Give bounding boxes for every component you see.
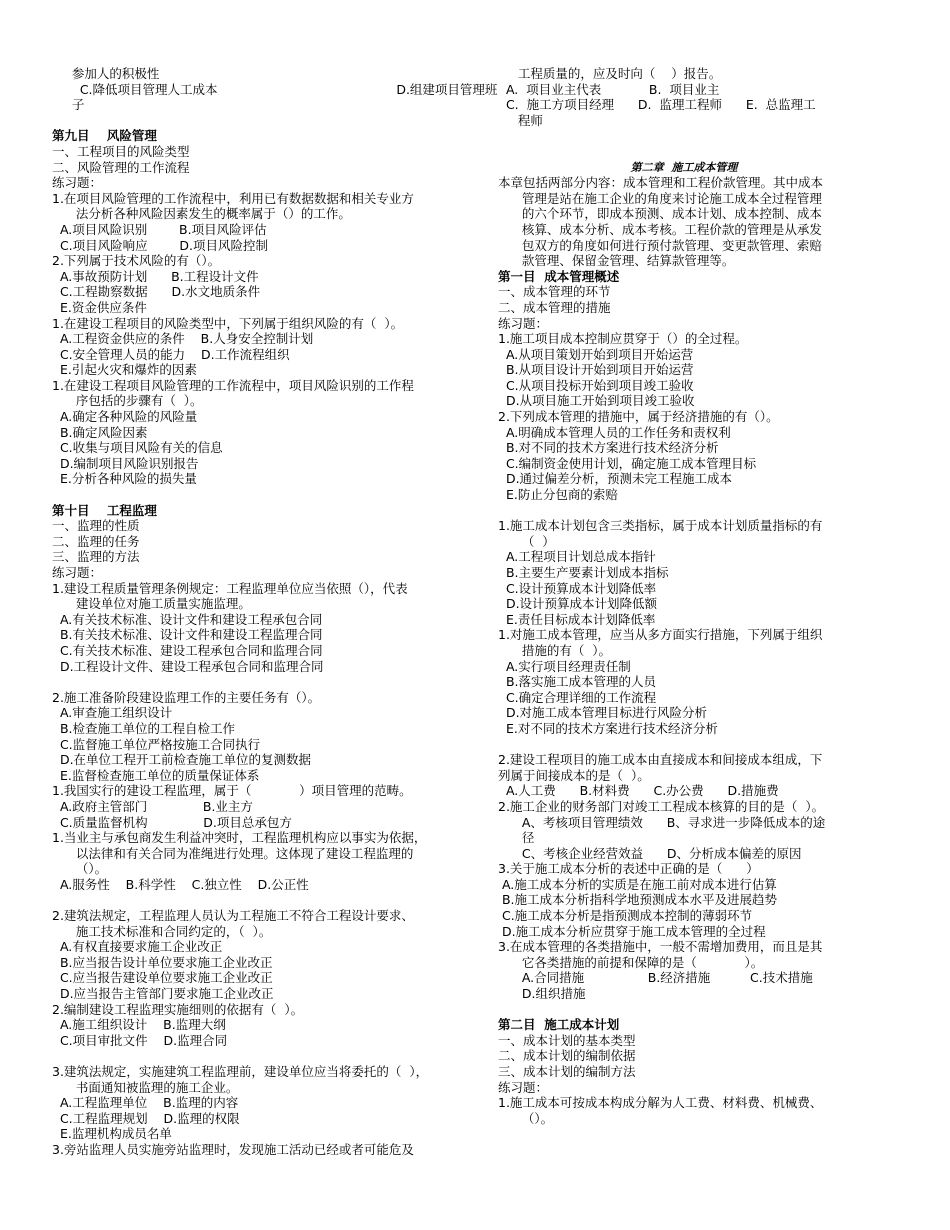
section-heading: 第九目 风险管理 (52, 128, 157, 144)
text-line: D.组织措施 (498, 986, 586, 1002)
text-line: A.有权直接要求施工企业改正 (52, 939, 223, 955)
text-line: D.对施工成本管理目标进行风险分析 (498, 705, 708, 721)
left-column (52, 66, 498, 1158)
blank-line (52, 892, 466, 908)
text-line: 练习题： (52, 565, 103, 580)
text-line: 一、工程项目的风险类型 (52, 143, 190, 159)
text-line: 书面通知被监理的施工企业。 (52, 1079, 239, 1095)
text-line: C.从项目投标开始到项目竣工验收 (498, 377, 694, 393)
text-line: C.项目审批文件 D.监理合同 (52, 1032, 228, 1048)
text-line: 2.建筑法规定，工程监理人员认为工程施工不符合工程设计要求、 (52, 908, 414, 924)
text-line: D.在单位工程开工前检查施工单位的复测数据 (52, 752, 312, 768)
text-line: D.设计预算成本计划降低额 (498, 596, 658, 612)
blank-line (52, 487, 466, 503)
text-line: 径 (498, 830, 535, 846)
text-line: C.设计预算成本计划降低率 (498, 580, 657, 596)
text-line: A.确定各种风险的风险量 (52, 409, 198, 425)
text-line: B.对不同的技术方案进行技术经济分析 (498, 440, 719, 456)
text-line: 练习题： (498, 1079, 549, 1095)
section-heading: 第二目 施工成本计划 (498, 1017, 620, 1033)
text-line: E.监理机构成员名单 (52, 1126, 172, 1142)
text-line: 2.下列属于技术风险的有（）。 (52, 253, 221, 269)
text-line: 序包括的步骤有（ ）。 (52, 393, 203, 409)
text-line: 法分析各种风险因素发生的概率属于（）的工作。 (52, 206, 351, 222)
text-line: 参加人的积极性 (52, 66, 160, 81)
text-line: A.实行项目经理责任制 (498, 658, 631, 674)
text-line: 1.当业主与承包商发生利益冲突时，工程监理机构应以事实为依据， (52, 830, 427, 846)
text-line: A.工程监理单位 B.监理的内容 (52, 1095, 239, 1111)
text-line: 练习题： (52, 175, 103, 191)
text-line: C.监督施工单位严格按施工合同执行 (52, 736, 261, 752)
text-line: A.明确成本管理人员的工作任务和责权利 (498, 424, 731, 440)
text-line: 3.旁站监理人员实施旁站监理时，发现施工活动已经或者可能危及 (52, 1141, 414, 1157)
text-line: C.施工成本分析是指预测成本控制的薄弱环节 (498, 908, 753, 924)
text-line: B.从项目设计开始到项目开始运营 (498, 362, 694, 378)
right-column (498, 66, 870, 1126)
text-line: C.工程监理规划 D.监理的权限 (52, 1110, 240, 1126)
text-line: B.落实施工成本管理的人员 (498, 674, 656, 690)
text-line: C.质量监督机构 D.项目总承包方 (52, 814, 292, 830)
blank-line (52, 113, 466, 129)
text-line: 工程质量的，应及时向（ ）报告。 (498, 66, 722, 81)
text-line: 它各类措施的前提和保障的是（ ）。 (498, 954, 764, 970)
text-line: A.人工费 B.材料费 C.办公费 D.措施费 (498, 783, 779, 799)
text-line: 二、成本管理的措施 (498, 299, 611, 315)
text-line: 包双方的角度如何进行预付款管理、变更款管理、索赔 (498, 237, 822, 253)
text-line: B.应当报告设计单位要求施工企业改正 (52, 954, 273, 970)
text-line: 1.施工成本可按成本构成分解为人工费、材料费、机械费、 (498, 1095, 823, 1111)
text-line: 一、成本计划的基本类型 (498, 1032, 636, 1048)
text-line: E.分析各种风险的损失量 (52, 471, 197, 487)
text-line: 练习题： (498, 315, 549, 331)
text-line: A.从项目策划开始到项目开始运营 (498, 346, 694, 362)
section-heading: 第十目 工程监理 (52, 502, 157, 518)
text-line: 子 (52, 97, 85, 113)
text-line: 款管理、保留金管理、结算款管理等。 (498, 253, 735, 269)
text-line: 三、监理的方法 (52, 549, 140, 565)
text-line: 程师 (498, 112, 543, 128)
text-line: C.项目风险响应 D.项目风险控制 (52, 237, 269, 253)
text-line: 建设单位对施工质量实施监理。 (52, 596, 251, 612)
text-line: E.引起火灾和爆炸的因素 (52, 362, 197, 378)
section-heading: 第一目 成本管理概述 (498, 268, 620, 284)
blank-line (52, 674, 466, 690)
text-line: 本章包括两部分内容：成本管理和工程价款管理。其中成本 (498, 175, 824, 191)
text-line: A.工程项目计划总成本指针 (498, 549, 656, 565)
text-line: C.安全管理人员的能力 D.工作流程组织 (52, 346, 290, 362)
chapter-title: 第二章 施工成本管理 (630, 160, 738, 174)
text-line: A.施工组织设计 B.监理大纲 (52, 1017, 226, 1033)
text-line: B.主要生产要素计划成本指标 (498, 565, 669, 580)
text-line: 核算、成本分析、成本考核。工程价款的管理是从承发 (498, 221, 822, 237)
text-line: A.有关技术标准、设计文件和建设工程承包合同 (52, 611, 323, 627)
text-line: B.有关技术标准、设计文件和建设工程监理合同 (52, 627, 323, 643)
text-line: 3.在成本管理的各类措施中，一般不需增加费用，而且是其 (498, 939, 823, 955)
text-line: 1.对施工成本管理，应当从多方面实行措施，下列属于组织 (498, 627, 823, 643)
text-line: C. 施工方项目经理 D. 监理工程师 E. 总监理工 (498, 97, 816, 113)
text-line: 1.在建设工程项目的风险类型中，下列属于组织风险的有（ ）。 (52, 315, 404, 331)
text-line: 措施的有（ ）。 (498, 642, 612, 658)
text-line: D.编制项目风险识别报告 (52, 455, 199, 471)
text-line: C、考核企业经营效益 D、分析成本偏差的原因 (498, 845, 802, 861)
text-line: 二、监理的任务 (52, 533, 140, 549)
text-line: D.从项目施工开始到项目竣工验收 (498, 393, 695, 409)
text-line: E.责任目标成本计划降低率 (498, 611, 656, 627)
text-line: 2.建设工程项目的施工成本由直接成本和间接成本组成，下 (498, 752, 823, 768)
text-line: A.施工成本分析的实质是在施工前对成本进行估算 (498, 876, 777, 892)
text-line: 列属于间接成本的是（ ）。 (498, 767, 650, 783)
text-line: 一、监理的性质 (52, 518, 140, 534)
text-line: 的六个环节，即成本预测、成本计划、成本控制、成本 (498, 206, 822, 222)
text-line: 3.关于施工成本分析的表述中正确的是（ ） (498, 861, 759, 877)
text-line: C.有关技术标准、建设工程承包合同和监理合同 (52, 642, 323, 658)
text-line: C.收集与项目风险有关的信息 (52, 440, 223, 456)
text-line: 1.在建设工程项目风险管理的工作流程中，项目风险识别的工作程 (52, 377, 414, 393)
text-line: 1.建设工程质量管理条例规定：工程监理单位应当依照（），代表 (52, 580, 408, 596)
text-line: C.降低项目管理人工成本 D.组建项目管理班 (52, 81, 498, 97)
text-line: A.政府主管部门 B.业主方 (52, 798, 253, 814)
blank-line (498, 503, 870, 519)
blank-line (498, 128, 870, 144)
text-line: 1.在项目风险管理的工作流程中，利用已有数据数据和相关专业方 (52, 190, 414, 206)
text-line: B.检查施工单位的工程自检工作 (52, 720, 235, 736)
text-line: A. 项目业主代表 B. 项目业主 (498, 81, 720, 97)
text-line: B.确定风险因素 (52, 424, 148, 440)
text-line: （ ） (498, 533, 555, 549)
text-line: 2.施工企业的财务部门对竣工工程成本核算的目的是（ ）。 (498, 798, 825, 814)
text-line: （）。 (498, 1110, 554, 1126)
text-line: C.应当报告建设单位要求施工企业改正 (52, 970, 273, 986)
text-line: A、考核项目管理绩效 B、寻求进一步降低成本的途 (498, 814, 826, 830)
text-line: A.服务性 B.科学性 C.独立性 D.公正性 (52, 876, 309, 892)
text-line: 二、风险管理的工作流程 (52, 159, 190, 175)
text-line: A.合同措施 B.经济措施 C.技术措施 (498, 970, 813, 986)
text-line: 3.建筑法规定，实施建筑工程监理前，建设单位应当将委托的（ ）， (52, 1064, 429, 1079)
text-line: E.资金供应条件 (52, 299, 147, 315)
text-line: E.对不同的技术方案进行技术经济分析 (498, 720, 718, 736)
blank-line (498, 737, 870, 753)
blank-line (498, 1002, 870, 1018)
text-line: 2.施工准备阶段建设监理工作的主要任务有（）。 (52, 689, 321, 705)
text-line: C.确定合理详细的工作流程 (498, 689, 657, 705)
text-line: E.防止分包商的索赔 (498, 487, 618, 503)
text-line: C.工程勘察数据 D.水文地质条件 (52, 284, 261, 300)
text-line: 2.下列成本管理的措施中，属于经济措施的有（）。 (498, 409, 779, 425)
text-line: A.项目风险识别 B.项目风险评估 (52, 221, 267, 237)
text-line: A.审查施工组织设计 (52, 705, 173, 721)
text-line: 1.施工项目成本控制应贯穿于（）的全过程。 (498, 331, 748, 347)
text-line: D.施工成本分析应贯穿于施工成本管理的全过程 (498, 923, 766, 939)
text-line: D.通过偏差分析，预测未完工程施工成本 (498, 471, 733, 487)
text-line: A.工程资金供应的条件 B.人身安全控制计划 (52, 331, 314, 347)
blank-line (498, 144, 870, 160)
text-line: D.工程设计文件、建设工程承包合同和监理合同 (52, 658, 324, 674)
text-line: （）。 (52, 861, 108, 877)
text-line: A.事故预防计划 B.工程设计文件 (52, 268, 259, 284)
text-line: B.施工成本分析指科学地预测成本水平及进展趋势 (498, 892, 778, 908)
text-line: 1.我国实行的建设工程监理，属于（ ）项目管理的范畴。 (52, 783, 412, 799)
text-line: 管理是站在施工企业的角度来讨论施工成本全过程管理 (498, 190, 822, 206)
text-line: 一、成本管理的环节 (498, 284, 611, 300)
text-line: E.监督检查施工单位的质量保证体系 (52, 767, 260, 783)
text-line: 2.编制建设工程监理实施细则的依据有（ ）。 (52, 1001, 304, 1017)
text-line: 1.施工成本计划包含三类指标，属于成本计划质量指标的有 (498, 518, 823, 534)
text-line: 施工技术标准和合同约定的，（ ）。 (52, 923, 272, 939)
text-line: C.编制资金使用计划，确定施工成本管理目标 (498, 455, 757, 471)
text-line: 以法律和有关合同为准绳进行处理。这体现了建设工程监理的 (52, 845, 414, 861)
text-line: 三、成本计划的编制方法 (498, 1064, 636, 1079)
text-line: 二、成本计划的编制依据 (498, 1048, 636, 1064)
blank-line (52, 1048, 466, 1064)
text-line: D.应当报告主管部门要求施工企业改正 (52, 986, 274, 1002)
